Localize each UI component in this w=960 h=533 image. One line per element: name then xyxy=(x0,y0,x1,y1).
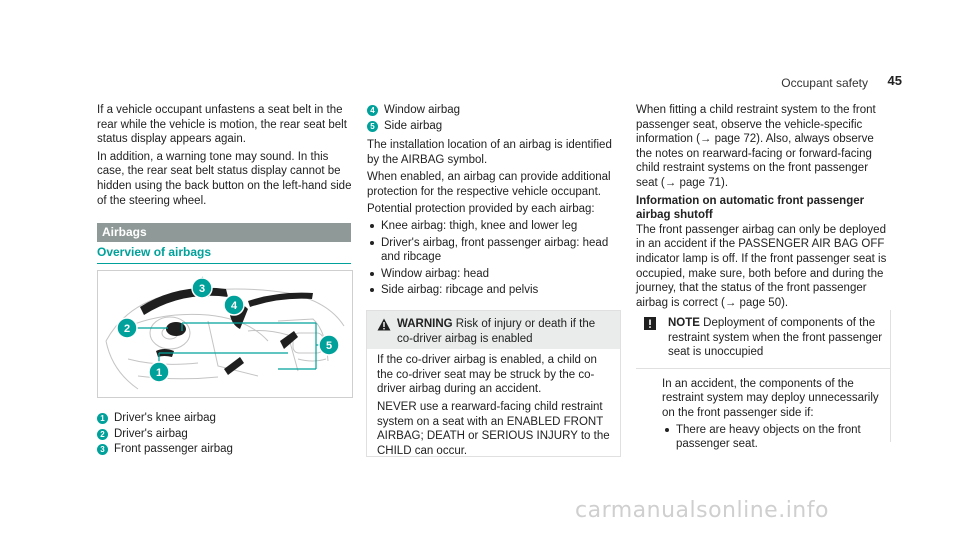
number-badge: 2 xyxy=(97,429,108,440)
info-heading: Information on automatic front passenger airbag shutoff xyxy=(636,194,865,222)
figure-legend-2 xyxy=(367,103,622,134)
number-badge: 5 xyxy=(367,121,378,132)
legend-item xyxy=(97,442,352,458)
figure-legend-1 xyxy=(97,411,352,458)
list-item: Window airbag: head xyxy=(367,267,622,282)
paragraph: If a vehicle occupant unfastens a seat belt in the rear while the vehicle is motion, the rear seat belt status display appears again. xyxy=(97,104,347,146)
car-interior-drawing xyxy=(98,271,352,397)
section-title: Airbags xyxy=(102,225,147,239)
legend-text: Side airbag xyxy=(384,119,443,132)
airbag-protection-list xyxy=(367,219,622,298)
note-bullets xyxy=(662,423,884,452)
note-title: Deployment of components of the restraint system when the front passenger seat is unoccupied xyxy=(668,317,883,359)
legend-item xyxy=(97,411,352,427)
list-item: Side airbag: ribcage and pelvis xyxy=(367,283,622,298)
legend-item xyxy=(367,103,622,119)
legend-text: Driver's knee airbag xyxy=(114,412,216,425)
column-3-body xyxy=(636,103,891,310)
column-1-intro xyxy=(97,103,352,208)
warning-triangle-icon xyxy=(377,318,391,331)
warning-title: Risk of injury or death if the co-driver airbag is enabled xyxy=(397,318,596,345)
note-header-text xyxy=(668,316,884,360)
list-item: Knee airbag: thigh, knee and lower leg xyxy=(367,219,622,234)
callout-1 xyxy=(149,362,169,382)
legend-item xyxy=(367,119,622,135)
callout-5 xyxy=(319,335,339,355)
callout-3 xyxy=(192,278,212,298)
warning-header xyxy=(367,311,620,349)
list-item: Driver's airbag, front passenger airbag: head and ribcage xyxy=(367,236,622,265)
paragraph: In addition, a warning tone may sound. In this case, the rear seat belt status display cannot be hidden using the back button on the left-hand side of the steering wheel. xyxy=(97,150,352,207)
callout-5-label: 5 xyxy=(325,340,333,352)
callout-4 xyxy=(224,295,244,315)
note-box xyxy=(636,310,891,451)
paragraph: Potential protection provided by each airbag: xyxy=(367,203,595,216)
paragraph: In an accident, the components of the restraint system may deploy unnecessarily on the front passenger side if: xyxy=(662,377,879,419)
legend-text: Front passenger airbag xyxy=(114,443,233,456)
paragraph: The front passenger airbag can only be deployed in an accident if the PASSENGER AIR BAG OFF indicator lamp is off. If the front passenger seat is occupied, make sure, both before and during the journey, that the status of the front passenger airbag is correct (→ page 50). xyxy=(636,223,887,309)
watermark: carmanualsonline.info xyxy=(575,498,829,523)
section-heading-airbags xyxy=(97,223,351,242)
number-badge: 4 xyxy=(367,105,378,116)
warning-label: WARNING xyxy=(397,318,453,330)
number-badge: 3 xyxy=(97,444,108,455)
warning-body xyxy=(367,349,620,462)
note-header xyxy=(636,310,890,369)
legend-text: Driver's airbag xyxy=(114,427,188,440)
warning-box xyxy=(366,310,621,457)
paragraph: When fitting a child restraint system to the front passenger seat, observe the vehicle-specific information (→ page 72). Also, always observe the notes on rearward-facing or forward-facing child restraint systems on the front passenger seat (→ page 71). xyxy=(636,104,876,189)
callout-2 xyxy=(117,318,137,338)
paragraph: When enabled, an airbag can provide additional protection for the respective vehicle occupant. xyxy=(367,171,611,198)
paragraph: The installation location of an airbag is identified by the AIRBAG symbol. xyxy=(367,139,612,166)
callout-2-label: 2 xyxy=(123,323,131,335)
airbag-overview-illustration xyxy=(97,270,353,398)
page-number: 45 xyxy=(887,73,902,88)
column-2-body xyxy=(367,138,622,300)
subsection-heading: Overview of airbags xyxy=(97,245,351,264)
callout-4-label: 4 xyxy=(230,300,238,312)
exclamation-icon xyxy=(644,317,656,330)
warning-header-text xyxy=(397,317,614,346)
callout-3-label: 3 xyxy=(198,283,206,295)
legend-item xyxy=(97,427,352,443)
note-body xyxy=(636,369,890,458)
number-badge: 1 xyxy=(97,413,108,424)
paragraph: NEVER use a rearward-facing child restraint system on a seat with an ENABLED FRONT AIRBAG; DEATH or SERIOUS INJURY to the CHILD can occur. xyxy=(377,400,610,457)
legend-text: Window airbag xyxy=(384,104,461,117)
list-item: There are heavy objects on the front passenger seat. xyxy=(662,423,884,452)
note-label: NOTE xyxy=(668,317,700,329)
callout-1-label: 1 xyxy=(155,367,163,379)
paragraph: If the co-driver airbag is enabled, a child on the co-driver seat may be struck by the co-driver airbag during an accident. xyxy=(377,354,597,396)
running-header-title: Occupant safety xyxy=(781,76,868,90)
